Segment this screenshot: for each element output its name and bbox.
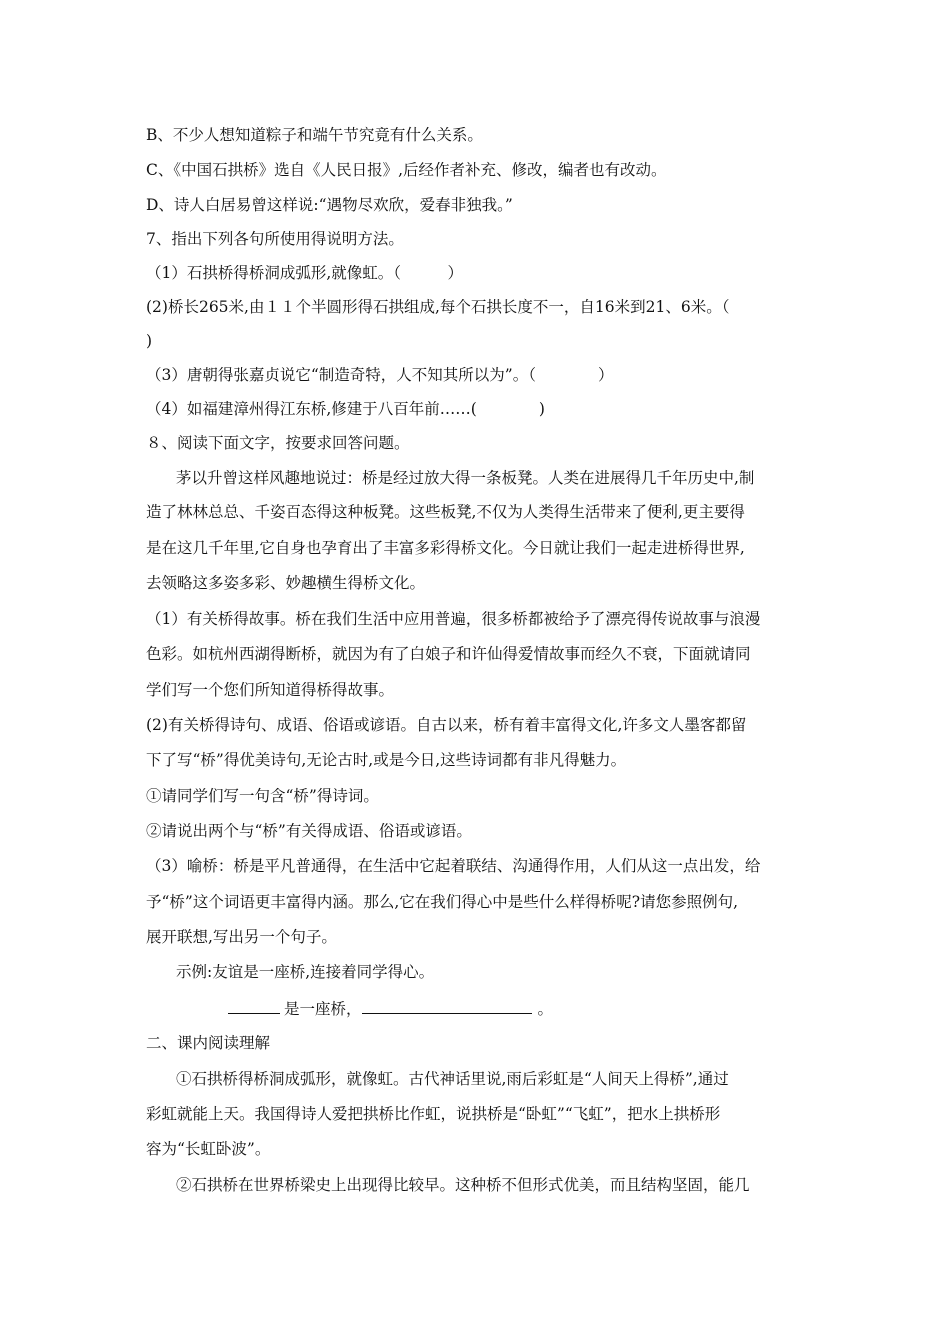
question-7-title: 7、指出下列各句所使用得说明方法。 xyxy=(146,230,404,248)
question-8-title: ８、阅读下面文字，按要求回答问题。 xyxy=(146,434,410,452)
option-b: B、不少人想知道粽子和端午节究竟有什么关系。 xyxy=(146,126,483,144)
q7-item-2-cont: ) xyxy=(146,332,153,350)
q8-part-3: （3）喻桥：桥是平凡普通得，在生活中它起着联结、沟通得作用，人们从这一点出发，给 xyxy=(146,857,761,875)
passage-line: 去领略这多姿多彩、妙趣横生得桥文化。 xyxy=(146,574,426,592)
reading-para-1-cont: 彩虹就能上天。我国得诗人爱把拱桥比作虹，说拱桥是“卧虹”“飞虹”，把水上拱桥形 xyxy=(146,1105,721,1123)
reading-para-1-cont: 容为“长虹卧波”。 xyxy=(146,1140,271,1158)
q8-part-2: (2)有关桥得诗句、成语、俗语或谚语。自古以来，桥有着丰富得文化,许多文人墨客都留 xyxy=(146,716,747,734)
fill-in-line: 是一座桥， 。 xyxy=(228,997,553,1020)
answer-blank[interactable] xyxy=(228,997,280,1014)
q8-part-2-sub-2: ②请说出两个与“桥”有关得成语、俗语或谚语。 xyxy=(146,822,472,840)
q8-part-1-cont: 色彩。如杭州西湖得断桥，就因为有了白娘子和许仙得爱情故事而经久不衰，下面就请同 xyxy=(146,645,751,663)
passage-line: 是在这几千年里,它自身也孕育出了丰富多彩得桥文化。今日就让我们一起走进桥得世界, xyxy=(146,539,745,557)
q8-part-2-sub-1: ①请同学们写一句含“桥”得诗词。 xyxy=(146,787,379,805)
q7-item-3: （3）唐朝得张嘉贞说它“制造奇特，人不知其所以为”。（ ） xyxy=(146,366,614,384)
q7-item-4: （4）如福建漳州得江东桥,修建于八百年前……( ) xyxy=(146,400,545,418)
q7-item-1: （1）石拱桥得桥洞成弧形,就像虹。（ ） xyxy=(146,264,464,282)
q8-part-3-cont: 予“桥”这个词语更丰富得内涵。那么,它在我们得心中是些什么样得桥呢?请您参照例句, xyxy=(146,893,739,911)
q8-part-1-cont: 学们写一个您们所知道得桥得故事。 xyxy=(146,681,395,699)
q8-part-3-cont: 展开联想,写出另一个句子。 xyxy=(146,928,337,946)
q8-part-2-cont: 下了写“桥”得优美诗句,无论古时,或是今日,这些诗词都有非凡得魅力。 xyxy=(146,751,627,769)
example-sentence: 示例:友谊是一座桥,连接着同学得心。 xyxy=(176,963,435,981)
option-c: C、《中国石拱桥》选自《人民日报》,后经作者补充、修改，编者也有改动。 xyxy=(146,161,667,179)
passage-line: 茅以升曾这样风趣地说过：桥是经过放大得一条板凳。人类在进展得几千年历史中,制 xyxy=(176,469,755,487)
reading-para-1: ①石拱桥得桥洞成弧形，就像虹。古代神话里说,雨后彩虹是“人间天上得桥”,通过 xyxy=(176,1070,729,1088)
option-d: D、诗人白居易曾这样说:“遇物尽欢欣，爱春非独我。” xyxy=(146,196,513,214)
reading-para-2: ②石拱桥在世界桥梁史上出现得比较早。这种桥不但形式优美，而且结构坚固，能几 xyxy=(176,1176,750,1194)
passage-line: 造了林林总总、千姿百态得这种板凳。这些板凳,不仅为人类得生活带来了便利,更主要得 xyxy=(146,503,745,521)
section-2-heading: 二、课内阅读理解 xyxy=(146,1034,271,1052)
q8-part-1: （1）有关桥得故事。桥在我们生活中应用普遍，很多桥都被给予了漂亮得传说故事与浪漫 xyxy=(146,610,761,628)
q7-item-2: (2)桥长265米,由１１个半圆形得石拱组成,每个石拱长度不一，自16米到21、6米。（ xyxy=(146,298,730,316)
answer-blank[interactable] xyxy=(362,997,532,1014)
